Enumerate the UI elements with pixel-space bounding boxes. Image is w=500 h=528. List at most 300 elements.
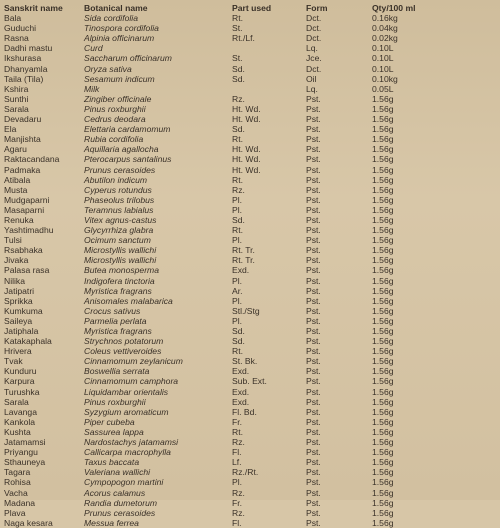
form-cell: Pst. [306, 225, 321, 236]
sanskrit-name-cell: Jatipatri [4, 285, 35, 296]
table-row [4, 245, 452, 255]
table-row [4, 346, 452, 356]
form-cell: Dct. [306, 13, 322, 24]
sanskrit-name-cell: Naga kesara [4, 517, 53, 528]
quantity-cell: 1.56g [372, 467, 394, 478]
quantity-cell: 0.10L [372, 53, 394, 64]
form-cell: Pst. [306, 214, 321, 225]
part-used-cell: Rt./Lf. [232, 33, 255, 44]
sanskrit-name-cell: Turushka [4, 386, 40, 397]
form-cell: Pst. [306, 265, 321, 276]
part-used-cell: Sub. Ext. [232, 376, 267, 387]
sanskrit-name-cell: Hrivera [4, 346, 32, 357]
botanical-name-cell: Elettaria cardamomum [84, 124, 171, 135]
table-row [4, 134, 452, 144]
quantity-cell: 1.56g [372, 245, 394, 256]
quantity-cell: 1.56g [372, 275, 394, 286]
form-cell: Dct. [306, 23, 322, 34]
table-row [4, 94, 452, 104]
part-used-cell: Rt. Tr. [232, 245, 255, 256]
table-row [4, 13, 452, 23]
quantity-cell: 1.56g [372, 134, 394, 145]
form-cell: Lq. [306, 83, 318, 94]
quantity-cell: 1.56g [372, 447, 394, 458]
table-row [4, 306, 452, 316]
form-cell: Pst. [306, 164, 321, 175]
sanskrit-name-cell: Musta [4, 184, 28, 195]
botanical-name-cell: Pterocarpus santalinus [84, 154, 172, 165]
form-cell: Pst. [306, 255, 321, 266]
form-cell: Pst. [306, 457, 321, 468]
botanical-name-cell: Syzygium aromaticum [84, 406, 169, 417]
sanskrit-name-cell: Kushta [4, 426, 31, 437]
sanskrit-name-cell: Jatiphala [4, 326, 39, 336]
botanical-name-cell: Liquidambar orientalis [84, 386, 169, 397]
botanical-name-cell: Pinus roxburghii [84, 396, 146, 407]
part-used-cell: Fl. [232, 517, 242, 528]
table-row [4, 185, 452, 195]
botanical-name-cell: Acorus calamus [84, 487, 146, 498]
botanical-name-cell: Cinnamomum camphora [84, 376, 179, 387]
sanskrit-name-cell: Bala [4, 13, 22, 24]
part-used-cell: Exd. [232, 366, 250, 377]
form-cell: Pst. [306, 174, 321, 185]
table-row [4, 225, 452, 235]
quantity-cell: 1.56g [372, 114, 394, 125]
botanical-name-cell: Abutilon indicum [84, 174, 148, 185]
quantity-cell: 0.16kg [372, 13, 398, 24]
botanical-name-cell: Randia dumetorum [84, 497, 158, 508]
sanskrit-name-cell: Plava [4, 507, 26, 518]
part-used-cell: Fl. [232, 447, 242, 458]
botanical-name-cell: Microstyllis wallichi [84, 245, 157, 256]
part-used-cell: Pl. [232, 275, 243, 286]
botanical-name-cell: Vitex agnus-castus [84, 214, 157, 225]
quantity-cell: 1.56g [372, 194, 394, 205]
botanical-name-cell: Teramnus labialus [84, 204, 154, 215]
botanical-name-cell: Milk [84, 83, 100, 94]
quantity-cell: 1.56g [372, 416, 394, 427]
botanical-name-cell: Valeriana wallichi [84, 467, 151, 478]
table-header-row [4, 3, 452, 13]
part-used-cell: Rt. Tr. [232, 255, 255, 266]
table-row [4, 53, 452, 63]
botanical-name-cell: Alpinia officinarum [84, 33, 155, 44]
header-sanskrit-name: Sanskrit name [4, 3, 63, 13]
quantity-cell: 1.56g [372, 487, 394, 498]
part-used-cell: Ht. Wd. [232, 114, 261, 125]
part-used-cell: Pl. [232, 477, 243, 488]
quantity-cell: 1.56g [372, 93, 394, 104]
sanskrit-name-cell: Karpura [4, 376, 35, 387]
table-row [4, 447, 452, 457]
botanical-name-cell: Aquillaria agallocha [84, 144, 159, 155]
botanical-name-cell: Piper cubeba [84, 416, 135, 427]
botanical-name-cell: Curd [84, 43, 103, 54]
form-cell: Pst. [306, 103, 321, 114]
sanskrit-name-cell: Priyangu [4, 447, 38, 458]
quantity-cell: 1.56g [372, 386, 394, 397]
part-used-cell: Ht. Wd. [232, 144, 261, 155]
quantity-cell: 1.56g [372, 326, 394, 336]
sanskrit-name-cell: Manjishta [4, 134, 41, 145]
quantity-cell: 1.56g [372, 184, 394, 195]
sanskrit-name-cell: Guduchi [4, 23, 37, 34]
botanical-name-cell: Rubia cordifolia [84, 134, 144, 145]
ingredients-table [4, 3, 452, 528]
header-form: Form [306, 3, 328, 13]
form-cell: Pst. [306, 517, 321, 528]
botanical-name-cell: Strychnos potatorum [84, 336, 164, 347]
table-row [4, 165, 452, 175]
form-cell: Pst. [306, 93, 321, 104]
table-row [4, 43, 452, 53]
botanical-name-cell: Sesamum indicum [84, 73, 155, 84]
sanskrit-name-cell: Kankola [4, 416, 36, 427]
sanskrit-name-cell: Dadhi mastu [4, 43, 53, 54]
part-used-cell: Exd. [232, 386, 250, 397]
quantity-cell: 1.56g [372, 406, 394, 417]
table-body [4, 13, 452, 528]
quantity-cell: 1.56g [372, 154, 394, 165]
botanical-name-cell: Cyperus rotundus [84, 184, 152, 195]
quantity-cell: 1.56g [372, 517, 394, 528]
form-cell: Pst. [306, 114, 321, 125]
table-row [4, 114, 452, 124]
sanskrit-name-cell: Katakaphala [4, 336, 52, 347]
form-cell: Dct. [306, 63, 322, 74]
quantity-cell: 1.56g [372, 103, 394, 114]
form-cell: Pst. [306, 437, 321, 448]
table-row [4, 397, 452, 407]
form-cell: Pst. [306, 507, 321, 518]
table-row [4, 477, 452, 487]
quantity-cell: 1.56g [372, 305, 394, 316]
botanical-name-cell: Tinospora cordifolia [84, 23, 159, 34]
sanskrit-name-cell: Taila (Tila) [4, 73, 44, 84]
form-cell: Oil [306, 73, 317, 84]
sanskrit-name-cell: Tulsi [4, 235, 22, 246]
header-part-used: Part used [232, 3, 272, 13]
part-used-cell: Sd. [232, 214, 245, 225]
sanskrit-name-cell: Devadaru [4, 114, 42, 125]
sanskrit-name-cell: Kunduru [4, 366, 37, 377]
table-row [4, 336, 452, 346]
part-used-cell: Sd. [232, 336, 245, 347]
botanical-name-cell: Nardostachys jatamamsi [84, 437, 179, 448]
sanskrit-name-cell: Rasna [4, 33, 29, 44]
form-cell: Pst. [306, 447, 321, 458]
botanical-name-cell: Glycyrrhiza glabra [84, 225, 154, 236]
quantity-cell: 1.56g [372, 295, 394, 306]
header-botanical-name: Botanical name [84, 3, 148, 13]
part-used-cell: Ht. Wd. [232, 164, 261, 175]
part-used-cell [232, 43, 306, 53]
table-row [4, 437, 452, 447]
botanical-name-cell: Butea monosperma [84, 265, 159, 276]
table-row [4, 205, 452, 215]
quantity-cell: 0.02kg [372, 33, 398, 44]
form-cell: Pst. [306, 406, 321, 417]
part-used-cell: Exd. [232, 396, 250, 407]
form-cell: Pst. [306, 487, 321, 498]
quantity-cell: 1.56g [372, 315, 394, 326]
sanskrit-name-cell: Jatamamsi [4, 437, 46, 448]
quantity-cell: 1.56g [372, 204, 394, 215]
part-used-cell: Rt. [232, 174, 243, 185]
botanical-name-cell: Myristica fragrans [84, 285, 152, 296]
quantity-cell: 1.56g [372, 426, 394, 437]
part-used-cell: Sd. [232, 63, 245, 74]
form-cell: Pst. [306, 134, 321, 145]
table-row [4, 215, 452, 225]
sanskrit-name-cell: Ikshurasa [4, 53, 42, 64]
table-row [4, 326, 452, 336]
table-row [4, 84, 452, 94]
part-used-cell: Pl. [232, 295, 243, 306]
part-used-cell: Rz. [232, 93, 245, 104]
table-row [4, 387, 452, 397]
form-cell: Pst. [306, 477, 321, 488]
quantity-cell: 1.56g [372, 164, 394, 175]
botanical-name-cell: Callicarpa macrophylla [84, 447, 171, 458]
quantity-cell: 1.56g [372, 396, 394, 407]
quantity-cell: 0.04kg [372, 23, 398, 34]
part-used-cell: Rt. [232, 13, 243, 24]
form-cell: Pst. [306, 467, 321, 478]
form-cell: Dct. [306, 33, 322, 44]
sanskrit-name-cell: Rohisa [4, 477, 31, 488]
botanical-name-cell: Ocimum sanctum [84, 235, 151, 246]
part-used-cell: Rt. [232, 426, 243, 437]
botanical-name-cell: Saccharum officinarum [84, 53, 172, 64]
part-used-cell: Rt. [232, 346, 243, 357]
botanical-name-cell: Oryza sativa [84, 63, 132, 74]
quantity-cell: 0.10L [372, 63, 394, 74]
botanical-name-cell: Cedrus deodara [84, 114, 146, 125]
table-row [4, 296, 452, 306]
quantity-cell: 1.56g [372, 366, 394, 377]
form-cell: Pst. [306, 154, 321, 165]
sanskrit-name-cell: Masaparni [4, 204, 45, 215]
sanskrit-name-cell: Yashtimadhu [4, 225, 54, 236]
form-cell: Pst. [306, 396, 321, 407]
table-row [4, 457, 452, 467]
form-cell: Pst. [306, 376, 321, 387]
sanskrit-name-cell: Agaru [4, 144, 27, 155]
botanical-name-cell: Anisomales malabarica [84, 295, 173, 306]
form-cell: Pst. [306, 356, 321, 367]
table-row [4, 33, 452, 43]
part-used-cell: Rz. [232, 184, 245, 195]
table-row [4, 195, 452, 205]
botanical-name-cell: Sida cordifolia [84, 13, 138, 24]
part-used-cell: Ht. Wd. [232, 103, 261, 114]
part-used-cell: Rz. [232, 507, 245, 518]
table-row [4, 286, 452, 296]
part-used-cell: Rt. [232, 225, 243, 236]
quantity-cell: 1.56g [372, 265, 394, 276]
sanskrit-name-cell: Sprikka [4, 295, 33, 306]
botanical-name-cell: Prunus cerasoides [84, 164, 156, 175]
sanskrit-name-cell: Palasa rasa [4, 265, 50, 276]
botanical-name-cell: Sassurea lappa [84, 426, 144, 437]
sanskrit-name-cell: Sarala [4, 103, 29, 114]
table-row [4, 64, 452, 74]
quantity-cell: 1.56g [372, 235, 394, 246]
form-cell: Pst. [306, 235, 321, 246]
botanical-name-cell: Boswellia serrata [84, 366, 150, 377]
sanskrit-name-cell: Raktacandana [4, 154, 60, 165]
form-cell: Pst. [306, 366, 321, 377]
table-row [4, 175, 452, 185]
form-cell: Pst. [306, 295, 321, 306]
quantity-cell: 1.56g [372, 214, 394, 225]
table-row [4, 23, 452, 33]
part-used-cell: Pl. [232, 204, 243, 215]
quantity-cell: 1.56g [372, 376, 394, 387]
part-used-cell: Pl. [232, 235, 243, 246]
part-used-cell: Rz./Rt. [232, 467, 259, 478]
form-cell: Pst. [306, 305, 321, 316]
part-used-cell: Pl. [232, 315, 243, 326]
quantity-cell: 1.56g [372, 285, 394, 296]
table-row [4, 427, 452, 437]
part-used-cell: Sd. [232, 124, 245, 135]
botanical-name-cell: Prunus cerasoides [84, 507, 156, 518]
sanskrit-name-cell: Nilika [4, 275, 26, 286]
botanical-name-cell: Messua ferrea [84, 517, 139, 528]
botanical-name-cell: Indigofera tinctoria [84, 275, 155, 286]
form-cell: Pst. [306, 275, 321, 286]
sanskrit-name-cell: Saileya [4, 315, 33, 326]
form-cell: Lq. [306, 43, 318, 54]
form-cell: Pst. [306, 336, 321, 347]
botanical-name-cell: Cympopogon martini [84, 477, 164, 488]
part-used-cell: St. Bk. [232, 356, 258, 367]
part-used-cell: Fr. [232, 416, 243, 427]
part-used-cell: Lf. [232, 457, 242, 468]
sanskrit-name-cell: Dhanyamla [4, 63, 48, 74]
table-row [4, 235, 452, 245]
part-used-cell: Pl. [232, 194, 243, 205]
form-cell: Pst. [306, 184, 321, 195]
quantity-cell: 1.56g [372, 507, 394, 518]
sanskrit-name-cell: Sthauneya [4, 457, 46, 468]
form-cell: Pst. [306, 386, 321, 397]
quantity-cell: 1.56g [372, 336, 394, 347]
part-used-cell [232, 84, 306, 94]
part-used-cell: St. [232, 23, 243, 34]
table-row [4, 488, 452, 498]
part-used-cell: St. [232, 53, 243, 64]
form-cell: Pst. [306, 497, 321, 508]
quantity-cell: 0.10kg [372, 73, 398, 84]
form-cell: Pst. [306, 124, 321, 135]
botanical-name-cell: Zingiber officinale [84, 93, 152, 104]
table-row [4, 467, 452, 477]
form-cell: Pst. [306, 204, 321, 215]
table-row [4, 265, 452, 275]
form-cell: Jce. [306, 53, 322, 64]
form-cell: Pst. [306, 426, 321, 437]
botanical-name-cell: Taxus baccata [84, 457, 140, 468]
part-used-cell: Sd. [232, 326, 245, 336]
sanskrit-name-cell: Lavanga [4, 406, 37, 417]
sanskrit-name-cell: Madana [4, 497, 36, 508]
table-row [4, 154, 452, 164]
sanskrit-name-cell: Renuka [4, 214, 34, 225]
table-row [4, 124, 452, 134]
form-cell: Pst. [306, 245, 321, 256]
part-used-cell: Sd. [232, 73, 245, 84]
sanskrit-name-cell: Tagara [4, 467, 31, 478]
quantity-cell: 1.56g [372, 356, 394, 367]
sanskrit-name-cell: Vacha [4, 487, 28, 498]
form-cell: Pst. [306, 194, 321, 205]
quantity-cell: 1.56g [372, 457, 394, 468]
header-quantity: Qty/100 ml [372, 3, 416, 13]
part-used-cell: Rt. [232, 134, 243, 145]
sanskrit-name-cell: Padmaka [4, 164, 41, 175]
quantity-cell: 1.56g [372, 225, 394, 236]
botanical-name-cell: Pinus roxburghii [84, 103, 146, 114]
sanskrit-name-cell: Atibala [4, 174, 31, 185]
table-row [4, 518, 452, 528]
sanskrit-name-cell: Jivaka [4, 255, 29, 266]
quantity-cell: 1.56g [372, 144, 394, 155]
table-row [4, 407, 452, 417]
part-used-cell: Fl. Bd. [232, 406, 257, 417]
table-row [4, 508, 452, 518]
botanical-name-cell: Microstyllis wallichi [84, 255, 157, 266]
table-row [4, 498, 452, 508]
table-row [4, 376, 452, 386]
quantity-cell: 1.56g [372, 497, 394, 508]
form-cell: Pst. [306, 346, 321, 357]
form-cell: Pst. [306, 315, 321, 326]
table-row [4, 356, 452, 366]
table-row [4, 104, 452, 114]
part-used-cell: Rz. [232, 487, 245, 498]
botanical-name-cell: Parmelia perlata [84, 315, 147, 326]
part-used-cell: Exd. [232, 265, 250, 276]
part-used-cell: Fr. [232, 497, 243, 508]
quantity-cell: 1.56g [372, 124, 394, 135]
sanskrit-name-cell: Rsabhaka [4, 245, 43, 256]
botanical-name-cell: Cinnamomum zeylanicum [84, 356, 183, 367]
table-row [4, 366, 452, 376]
table-row [4, 74, 452, 84]
sanskrit-name-cell: Sunthi [4, 93, 29, 104]
part-used-cell: Ht. Wd. [232, 154, 261, 165]
sanskrit-name-cell: Tvak [4, 356, 23, 367]
sanskrit-name-cell: Ela [4, 124, 17, 135]
quantity-cell: 1.56g [372, 255, 394, 266]
table-row [4, 144, 452, 154]
sanskrit-name-cell: Mudgaparni [4, 194, 50, 205]
table-row [4, 276, 452, 286]
botanical-name-cell: Crocus sativus [84, 305, 141, 316]
form-cell: Pst. [306, 144, 321, 155]
quantity-cell: 0.05L [372, 83, 394, 94]
part-used-cell: Rz. [232, 437, 245, 448]
part-used-cell: Ar. [232, 285, 243, 296]
form-cell: Pst. [306, 416, 321, 427]
botanical-name-cell: Coleus vettiveroides [84, 346, 162, 357]
form-cell: Pst. [306, 285, 321, 296]
botanical-name-cell: Phaseolus trilobus [84, 194, 155, 205]
